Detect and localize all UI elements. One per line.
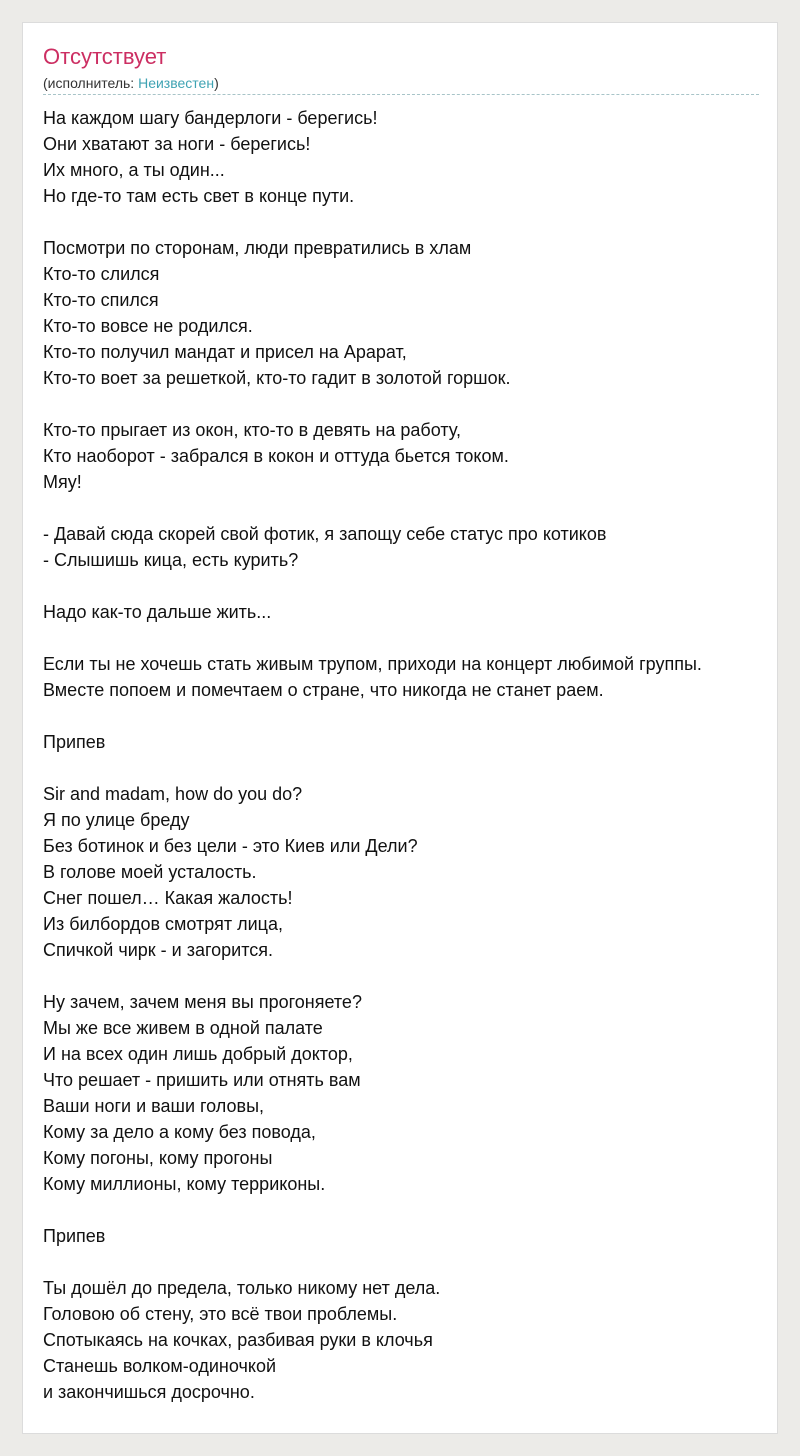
lyrics-line: Без ботинок и без цели - это Киев или Дели?: [43, 836, 418, 856]
lyrics-line: Если ты не хочешь стать живым трупом, приходи на концерт любимой группы.: [43, 654, 702, 674]
lyrics-line: и закончишься досрочно.: [43, 1382, 255, 1402]
lyrics-line: Снег пошел… Какая жалость!: [43, 888, 293, 908]
lyrics-line: В голове моей усталость.: [43, 862, 257, 882]
lyrics-line: - Давай сюда скорей свой фотик, я запощу себе статус про котиков: [43, 524, 607, 544]
lyrics-line: Что решает - пришить или отнять вам: [43, 1070, 361, 1090]
lyrics-line: Кто-то вовсе не родился.: [43, 316, 253, 336]
lyrics-line: Sir and madam, how do you do?: [43, 784, 303, 804]
lyrics-line: Кто наоборот - забрался в кокон и оттуда бьется током.: [43, 446, 509, 466]
lyrics-line: Головою об стену, это всё твои проблемы.: [43, 1304, 398, 1324]
lyrics-line: Кому за дело а кому без повода,: [43, 1122, 316, 1142]
lyrics-line: Станешь волком-одиночкой: [43, 1356, 277, 1376]
lyrics-line: Вместе попоем и помечтаем о стране, что никогда не станет раем.: [43, 680, 604, 700]
lyrics-line: Их много, а ты один...: [43, 160, 225, 180]
lyrics-line: Ваши ноги и ваши головы,: [43, 1096, 265, 1116]
lyrics-line: Кто-то спился: [43, 290, 159, 310]
lyrics-line: Припев: [43, 732, 106, 752]
lyrics-blank-line: [43, 755, 783, 781]
lyrics-line: Посмотри по сторонам, люди превратились в хлам: [43, 238, 472, 258]
lyrics-line: Припев: [43, 1226, 106, 1246]
artist-suffix: ): [214, 75, 219, 91]
lyrics-blank-line: [43, 703, 783, 729]
lyrics-line: Они хватают за ноги - берегись!: [43, 134, 311, 154]
lyrics-line: Ты дошёл до предела, только никому нет дела.: [43, 1278, 441, 1298]
lyrics-card: [22, 22, 778, 1434]
lyrics-line: Кто-то прыгает из окон, кто-то в девять на работу,: [43, 420, 461, 440]
lyrics-line: Из билбордов смотрят лица,: [43, 914, 283, 934]
lyrics-blank-line: [43, 963, 783, 989]
lyrics-line: Кто-то слился: [43, 264, 160, 284]
lyrics-line: Кто-то получил мандат и присел на Арарат,: [43, 342, 407, 362]
lyrics-blank-line: [43, 391, 783, 417]
lyrics-line: Спотыкаясь на кочках, разбивая руки в клочья: [43, 1330, 433, 1350]
lyrics-line: Но где-то там есть свет в конце пути.: [43, 186, 355, 206]
artist-line: [43, 74, 219, 92]
title-separator: [43, 94, 759, 95]
lyrics-line: И на всех один лишь добрый доктор,: [43, 1044, 353, 1064]
artist-link[interactable]: Неизвестен: [138, 75, 215, 91]
song-title: Отсутствует: [43, 44, 167, 69]
lyrics-line: Мы же все живем в одной палате: [43, 1018, 323, 1038]
lyrics-line: Спичкой чирк - и загорится.: [43, 940, 273, 960]
lyrics-line: Ну зачем, зачем меня вы прогоняете?: [43, 992, 362, 1012]
lyrics-line: Надо как-то дальше жить...: [43, 602, 272, 622]
lyrics-blank-line: [43, 209, 783, 235]
lyrics-blank-line: [43, 1249, 783, 1275]
lyrics-line: На каждом шагу бандерлоги - берегись!: [43, 108, 378, 128]
lyrics-line: Кто-то воет за решеткой, кто-то гадит в золотой горшок.: [43, 368, 511, 388]
lyrics-blank-line: [43, 1197, 783, 1223]
lyrics-blank-line: [43, 495, 783, 521]
lyrics-text: [43, 105, 783, 1405]
lyrics-line: Мяу!: [43, 472, 82, 492]
lyrics-line: Кому погоны, кому прогоны: [43, 1148, 273, 1168]
lyrics-line: Кому миллионы, кому терриконы.: [43, 1174, 326, 1194]
lyrics-line: Я по улице бреду: [43, 810, 190, 830]
artist-prefix: (исполнитель:: [43, 75, 139, 91]
lyrics-blank-line: [43, 625, 783, 651]
lyrics-line: - Слышишь кица, есть курить?: [43, 550, 299, 570]
lyrics-blank-line: [43, 573, 783, 599]
